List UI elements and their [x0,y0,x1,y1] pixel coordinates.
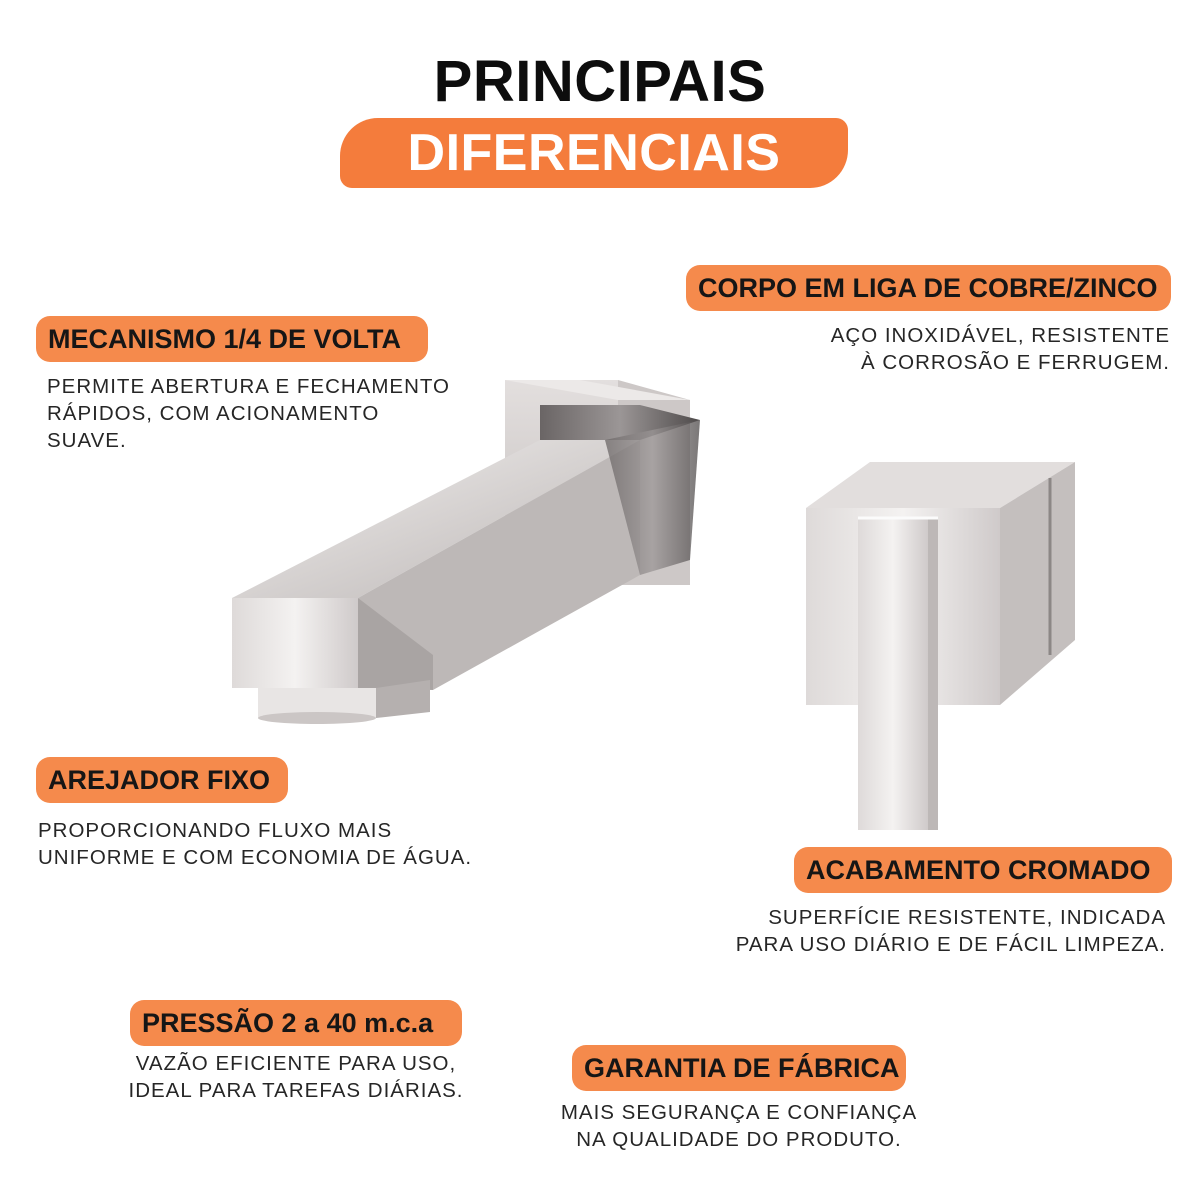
feature-desc-line: AÇO INOXIDÁVEL, RESISTENTE [830,324,1170,347]
feature-desc-mechanism [47,373,450,454]
feature-desc-body [700,322,1170,376]
feature-desc-line: À CORROSÃO E FERRUGEM. [860,351,1170,374]
feature-desc-line: MAIS SEGURANÇA E CONFIANÇA [560,1101,918,1124]
page-subtitle: DIFERENCIAIS [407,124,781,182]
feature-tag-body: CORPO EM LIGA DE COBRE/ZINCO [686,265,1171,311]
feature-desc-line: PARA USO DIÁRIO E DE FÁCIL LIMPEZA. [735,933,1166,956]
feature-desc-finish [700,904,1166,958]
feature-desc-line: RÁPIDOS, COM ACIONAMENTO [47,402,380,425]
feature-desc-line: NA QUALIDADE DO PRODUTO. [576,1128,902,1151]
feature-tag-pressure: PRESSÃO 2 a 40 m.c.a [130,1000,462,1046]
feature-desc-aerator [38,817,472,871]
feature-desc-line: SUAVE. [47,429,127,452]
valve-body [806,462,1075,705]
feature-desc-line: UNIFORME E COM ECONOMIA DE ÁGUA. [38,846,473,869]
feature-desc-line: PROPORCIONANDO FLUXO MAIS [38,819,393,842]
feature-desc-line: SUPERFÍCIE RESISTENTE, INDICADA [768,906,1166,929]
feature-tag-aerator: AREJADOR FIXO [36,757,288,803]
feature-desc-warranty [540,1099,938,1153]
feature-tag-mechanism: MECANISMO 1/4 DE VOLTA [36,316,428,362]
page-title: PRINCIPAIS [433,49,767,114]
feature-tag-warranty: GARANTIA DE FÁBRICA [572,1045,906,1091]
valve-lever [858,518,938,830]
feature-desc-line: VAZÃO EFICIENTE PARA USO, [135,1052,457,1075]
feature-desc-line: PERMITE ABERTURA E FECHAMENTO [47,375,451,398]
feature-desc-pressure [120,1050,472,1104]
feature-tag-finish: ACABAMENTO CROMADO [794,847,1172,893]
feature-desc-line: IDEAL PARA TAREFAS DIÁRIAS. [128,1079,464,1102]
